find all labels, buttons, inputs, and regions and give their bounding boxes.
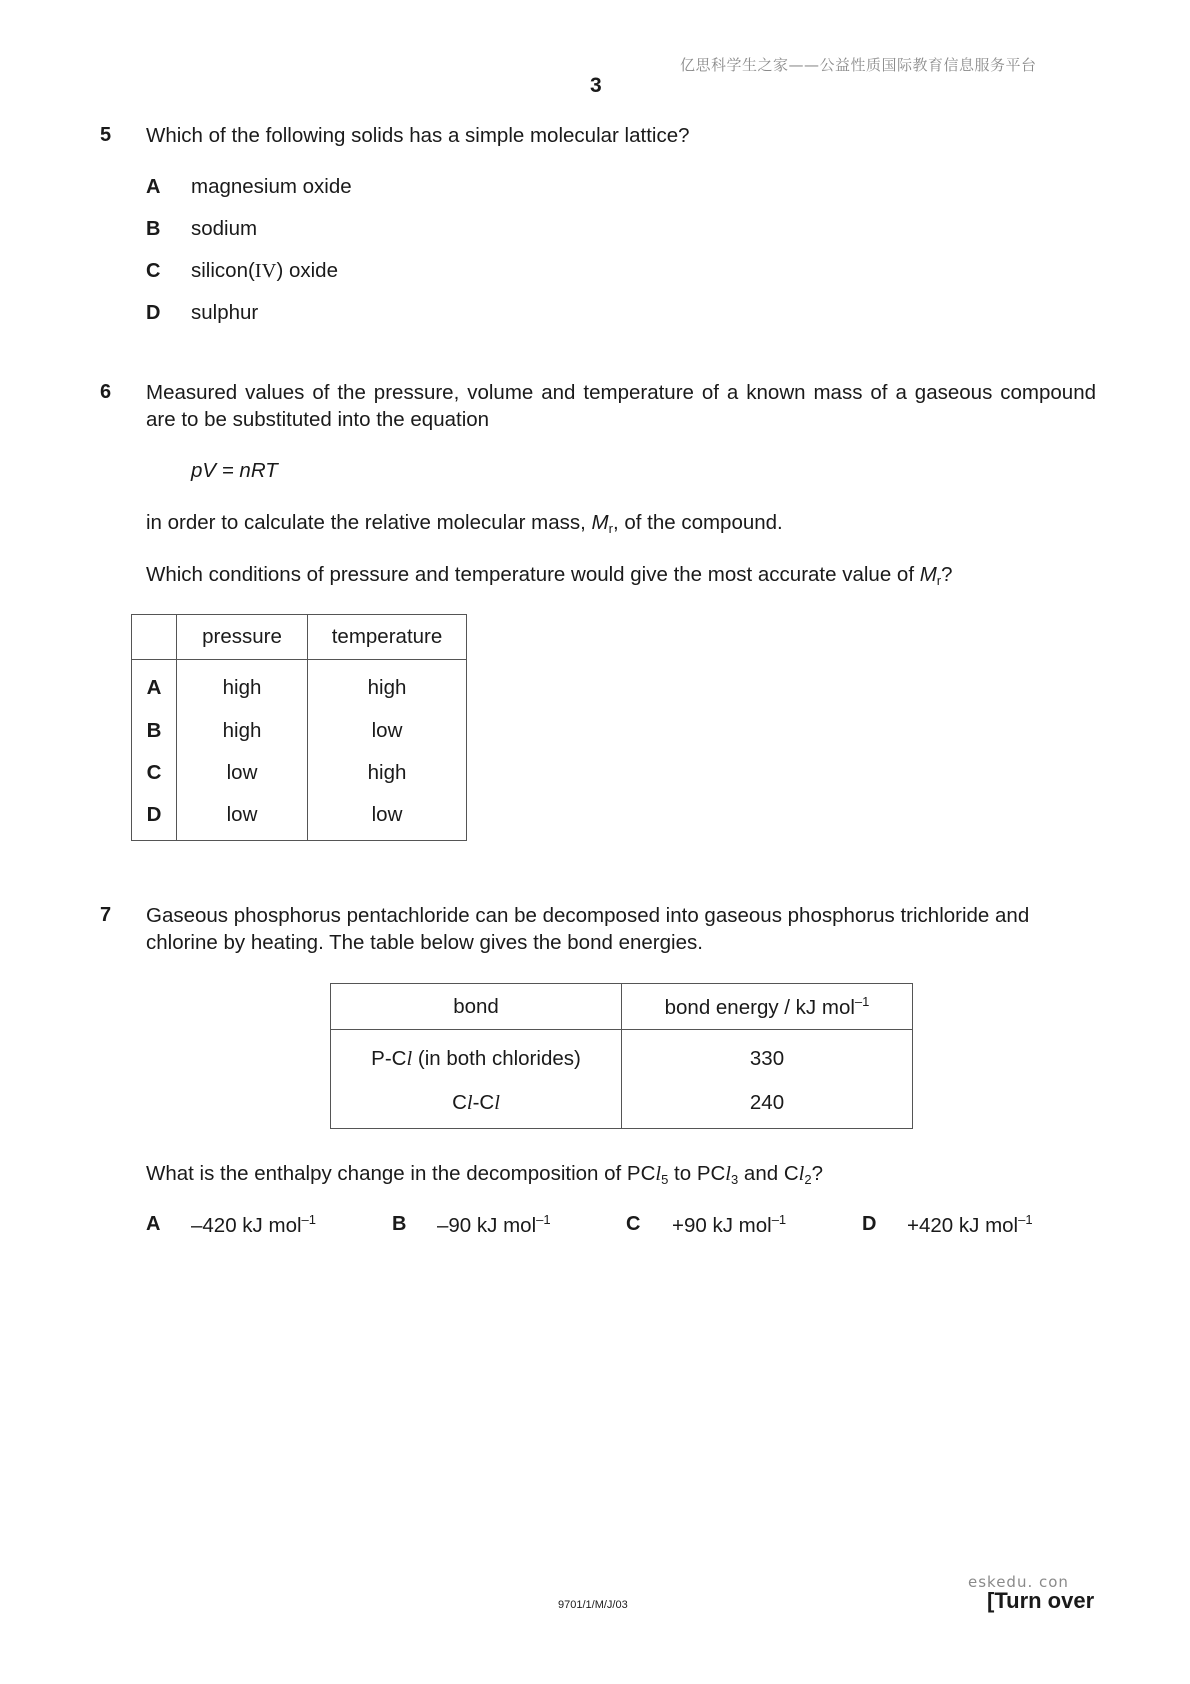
q5-option-c-post: ) oxide bbox=[276, 259, 338, 282]
q5-option-a-letter: A bbox=[146, 176, 161, 198]
q7-option-b-num: –90 kJ mol bbox=[437, 1214, 537, 1237]
q7-row1-bond-post: (in both chlorides) bbox=[412, 1046, 581, 1070]
q7-bond-table bbox=[330, 983, 913, 1129]
table-row bbox=[132, 710, 467, 752]
q7-question-pre: What is the enthalpy change in the decomposition of PC bbox=[146, 1162, 656, 1185]
q7-question-mid: to PC bbox=[668, 1162, 726, 1185]
q5-option-b-letter: B bbox=[146, 218, 161, 240]
table-row bbox=[132, 752, 467, 794]
q7-header-bond: bond bbox=[331, 984, 622, 1030]
question-7-number: 7 bbox=[100, 904, 112, 926]
table-row bbox=[132, 660, 467, 710]
q6-row-c-letter: C bbox=[132, 752, 177, 794]
q7-row1-bond bbox=[331, 1030, 622, 1082]
footer-watermark: eskedu. con bbox=[968, 1573, 1069, 1591]
table-row bbox=[132, 794, 467, 841]
q7-option-a-value bbox=[191, 1212, 316, 1238]
q6-question-sub: r bbox=[936, 573, 942, 588]
q7-option-b-letter: B bbox=[392, 1213, 407, 1235]
q6-row-a-letter: A bbox=[132, 660, 177, 710]
q6-row-b-temperature: low bbox=[308, 710, 467, 752]
q7-option-d-sup: –1 bbox=[1018, 1212, 1033, 1227]
q6-header-blank bbox=[132, 615, 177, 660]
q7-question-sub2: 2 bbox=[804, 1172, 812, 1187]
q6-row-c-temperature: high bbox=[308, 752, 467, 794]
q7-question-l1: l bbox=[655, 1163, 662, 1185]
q7-question-end: ? bbox=[811, 1162, 823, 1185]
question-5-text: Which of the following solids has a simple molecular lattice? bbox=[146, 124, 690, 147]
q7-row2-bond bbox=[331, 1082, 622, 1129]
question-5-number: 5 bbox=[100, 124, 112, 146]
page-number: 3 bbox=[590, 74, 602, 97]
q7-option-d-letter: D bbox=[862, 1213, 877, 1235]
q7-option-d-value bbox=[907, 1212, 1033, 1238]
q6-question-pre: Which conditions of pressure and temperature would give the most accurate value of bbox=[146, 563, 920, 586]
q7-question-sub5: 5 bbox=[661, 1172, 669, 1187]
q7-option-a-num: –420 kJ mol bbox=[191, 1214, 302, 1237]
footer-paper-code: 9701/1/M/J/03 bbox=[558, 1599, 628, 1611]
q7-question-l2: l bbox=[725, 1163, 731, 1185]
q7-row1-energy: 330 bbox=[622, 1030, 913, 1082]
q6-row-d-temperature: low bbox=[308, 794, 467, 841]
q5-option-c-pre: silicon( bbox=[191, 259, 255, 282]
q7-question bbox=[146, 1160, 823, 1193]
q6-row-d-pressure: low bbox=[177, 794, 308, 841]
question-6-number: 6 bbox=[100, 381, 112, 403]
q5-option-c-letter: C bbox=[146, 260, 161, 282]
q7-option-c-value bbox=[672, 1212, 786, 1238]
q7-option-c-letter: C bbox=[626, 1213, 641, 1235]
q5-option-c-text bbox=[191, 259, 338, 283]
q6-equation: pV = nRT bbox=[191, 459, 278, 482]
header-watermark: 亿思科学生之家——公益性质国际教育信息服务平台 bbox=[680, 56, 1037, 74]
q5-option-d-text: sulphur bbox=[191, 301, 259, 324]
q7-header-energy-sup: –1 bbox=[854, 993, 870, 1009]
q7-row2-energy: 240 bbox=[622, 1082, 913, 1129]
q6-row-a-temperature: high bbox=[308, 660, 467, 710]
q6-header-pressure: pressure bbox=[177, 615, 308, 660]
q6-question-M: M bbox=[919, 563, 937, 586]
q6-question bbox=[146, 561, 953, 594]
question-7-intro: Gaseous phosphorus pentachloride can be decomposed into gaseous phosphorus trichloride and chlorine by heating. The table below gives the bond energies. bbox=[146, 904, 1030, 954]
q6-table-header bbox=[132, 615, 467, 660]
q6-question-post: ? bbox=[941, 563, 953, 586]
q7-row1-bond-pre: P-C bbox=[371, 1046, 407, 1070]
q7-question-sub3: 3 bbox=[731, 1172, 739, 1187]
q7-option-c-sup: –1 bbox=[771, 1212, 787, 1227]
table-row bbox=[331, 1030, 913, 1082]
q7-row2-bond-mid: -C bbox=[472, 1090, 495, 1114]
q5-option-b-text: sodium bbox=[191, 217, 258, 240]
q7-question-and: and C bbox=[738, 1162, 799, 1185]
q7-option-b-value bbox=[437, 1212, 551, 1238]
q7-option-a-sup: –1 bbox=[301, 1212, 316, 1227]
q5-option-a-text: magnesium oxide bbox=[191, 175, 352, 198]
table-row bbox=[331, 1082, 913, 1129]
q6-row-b-pressure: high bbox=[177, 710, 308, 752]
q6-line2-M: M bbox=[591, 511, 609, 534]
q6-row-d-letter: D bbox=[132, 794, 177, 841]
q6-line2-post: , of the compound. bbox=[612, 511, 783, 534]
q7-header-energy-text: bond energy / kJ mol bbox=[664, 995, 855, 1019]
q6-table bbox=[131, 614, 467, 841]
q5-option-d-letter: D bbox=[146, 302, 161, 324]
turn-over-label: [Turn over bbox=[987, 1588, 1095, 1613]
q7-question-l3: l bbox=[798, 1163, 805, 1185]
q7-row2-bond-l: l bbox=[466, 1091, 473, 1114]
q7-option-c-num: +90 kJ mol bbox=[672, 1214, 772, 1237]
q7-option-b-sup: –1 bbox=[536, 1212, 551, 1227]
q6-row-b-letter: B bbox=[132, 710, 177, 752]
q6-line2-sub: r bbox=[608, 521, 613, 536]
q7-row2-bond-pre: C bbox=[452, 1090, 467, 1114]
q6-line2-pre: in order to calculate the relative molecular mass, bbox=[146, 511, 592, 534]
q6-header-temperature: temperature bbox=[308, 615, 467, 660]
question-6-intro: Measured values of the pressure, volume and temperature of a known mass of a gaseous compound are to be substituted into the equation bbox=[146, 381, 1096, 431]
q7-row2-bond-l2: l bbox=[494, 1091, 500, 1114]
q7-option-d-num: +420 kJ mol bbox=[907, 1214, 1019, 1237]
q7-header-energy bbox=[622, 984, 913, 1030]
q7-row1-bond-l: l bbox=[406, 1047, 413, 1070]
q7-table-header bbox=[331, 984, 913, 1030]
q6-line2 bbox=[146, 509, 783, 542]
q6-row-a-pressure: high bbox=[177, 660, 308, 710]
q6-row-c-pressure: low bbox=[177, 752, 308, 794]
q5-option-c-roman: IV bbox=[254, 260, 277, 282]
q7-option-a-letter: A bbox=[146, 1213, 161, 1235]
